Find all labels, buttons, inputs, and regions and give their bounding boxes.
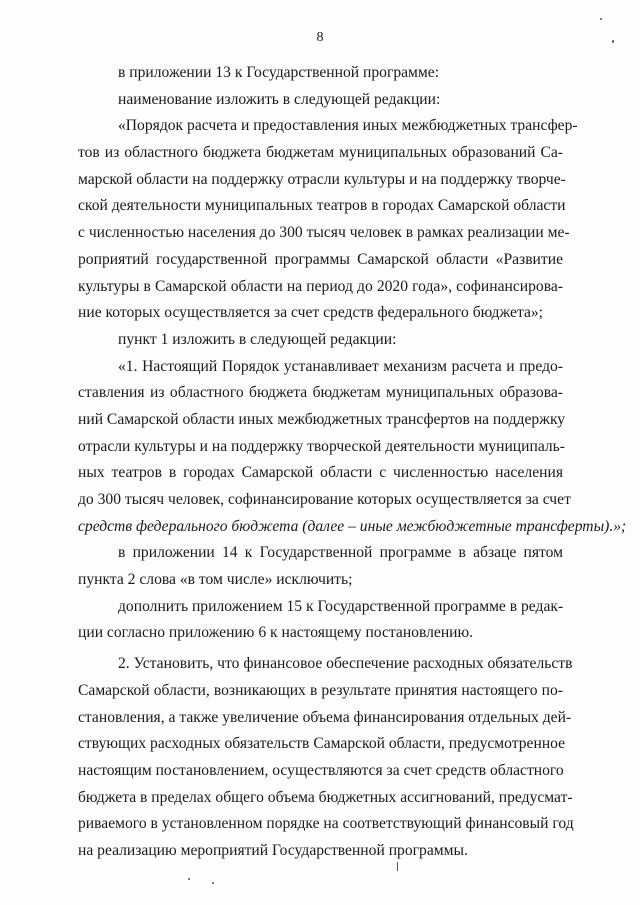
- text-line: риваемого в установленном порядке на соответствующий финансовый год: [78, 815, 574, 833]
- text-line: ствующих расходных обязательств Самарской области, предусмотренное: [78, 735, 566, 753]
- text-line: Самарской области, возникающих в результате принятия настоящего по-: [78, 681, 563, 699]
- text-line-italic: [78, 514, 627, 541]
- text-line: культуры в Самарской области на период до 2020 года», софинансирова-: [78, 277, 563, 295]
- text-line: дополнить приложением 15 к Государственной программе в редак-: [118, 597, 564, 615]
- text-line: становления, а также увеличение объема финансирования отдельных дей-: [78, 708, 572, 726]
- text-line: ции согласно приложению 6 к настоящему постановлению.: [78, 624, 474, 642]
- text-line: с численностью населения до 300 тысяч человек в рамках реализации ме-: [78, 224, 570, 242]
- italic-text: средств федерального бюджета (далее – иные межбюджетные трансферты).»;: [78, 517, 627, 535]
- text-line: отрасли культуры и на поддержку творческой деятельности муниципаль-: [78, 437, 565, 455]
- scan-speck: [188, 878, 190, 880]
- text-line: на реализацию мероприятий Государственной программы.: [78, 841, 468, 859]
- text-line: пункта 2 слова «в том числе» исключить;: [78, 571, 353, 589]
- text-line: в приложении 13 к Государственной программе:: [118, 64, 440, 81]
- text-line: в приложении 14 к Государственной программе в абзаце пятом: [118, 544, 563, 562]
- text-line: наименование изложить в следующей редакции:: [118, 90, 441, 108]
- text-line: «Порядок расчета и предоставления иных межбюджетных трансфер-: [118, 117, 578, 135]
- text-line: роприятий государственной программы Самарской области «Развитие: [78, 250, 563, 268]
- text-line: настоящим постановлением, осуществляются за счет средств областного: [78, 761, 564, 779]
- text-line: ской деятельности муниципальных театров в городах Самарской области: [78, 197, 566, 215]
- text-line: ний Самарской области иных межбюджетных трансфертов на поддержку: [78, 410, 566, 428]
- scan-speck: [612, 40, 614, 43]
- text-line: тов из областного бюджета бюджетам муниципальных образований Са-: [78, 144, 563, 162]
- text-line: марской области на поддержку отрасли культуры и на поддержку творче-: [78, 170, 566, 188]
- document-body: [78, 60, 627, 865]
- page-number: 8: [316, 30, 324, 45]
- scan-speck: [600, 18, 602, 20]
- text-line: «1. Настоящий Порядок устанавливает механизм расчета и предо-: [118, 357, 563, 375]
- text-line: ных театров в городах Самарской области с численностью населения: [78, 464, 563, 482]
- text-line: 2. Установить, что финансовое обеспечение расходных обязательств: [118, 655, 573, 673]
- text-line: ставления из областного бюджета бюджетам муниципальных образова-: [78, 384, 563, 402]
- text-line: бюджета в пределах общего объема бюджетных ассигнований, предусмат-: [78, 788, 573, 806]
- text-line: до 300 тысяч человек, софинансирование которых осуществляется за счет: [78, 491, 571, 508]
- text-line: пункт 1 изложить в следующей редакции:: [118, 330, 397, 348]
- scan-speck: [212, 882, 214, 884]
- text-line: ние которых осуществляется за счет средств федерального бюджета»;: [78, 304, 544, 322]
- scan-speck: [397, 862, 398, 871]
